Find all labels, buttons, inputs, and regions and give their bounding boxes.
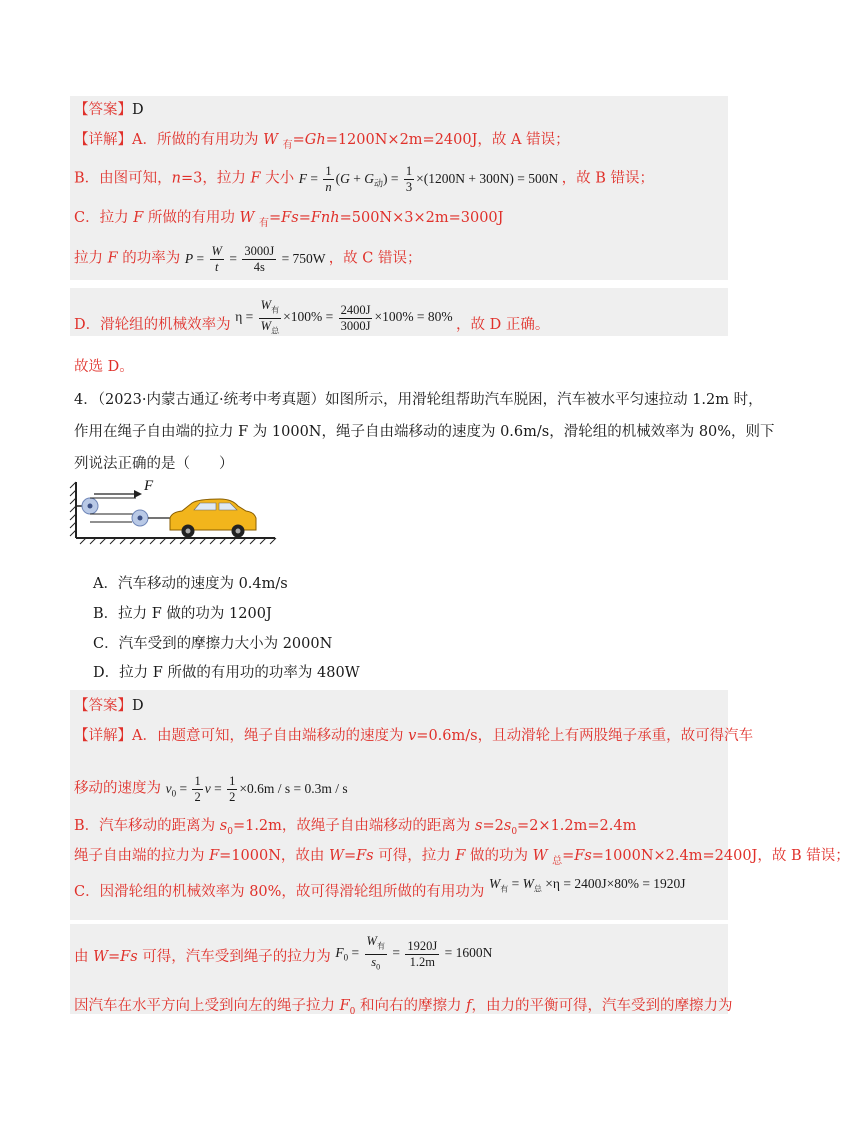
detail1-c2: 拉力 F 的功率为 P = $\frac{W}{t}$ = $\frac{3000J}{4s}$ = 750W ，故 C 错误； [74, 244, 422, 274]
option-c: C．汽车受到的摩擦力大小为 2000N [93, 636, 333, 652]
formula-c2: P = $\frac{W}{t}$ = $\frac{3000J}{4s}$ = 750W [184, 244, 329, 274]
detail1-choose: 故选 D。 [74, 359, 134, 375]
option-b: B．拉力 F 做的功为 1200J [93, 606, 272, 622]
question4-line1: 4．（2023·内蒙古通辽·统考中考真题）如图所示，用滑轮组帮助汽车脱困，汽车被水平匀速拉动 1.2m 时， [74, 392, 763, 408]
detail2-c3: 因汽车在水平方向上受到向左的绳子拉力 $F_0$ 和向右的摩擦力 f，由力的平衡可得，汽车受到的摩擦力为 [74, 998, 733, 1017]
question4-line2: 作用在绳子自由端的拉力 F 为 1000N，绳子自由端移动的速度为 0.6m/s，滑轮组的机械效率为 80%，则下 [74, 424, 775, 440]
question4-line3: 列说法正确的是（ ） [74, 456, 234, 472]
detail1-d: D．滑轮组的机械效率为 η = $\frac{W_有}{W_总}$ ×100% = $\frac{2400J}{3000J}$ ×100% = 80% ，故 D 正确。 [74, 298, 550, 335]
detail1-c: C．拉力 F 所做的有用功 W $_有$=Fs=Fnh=500N×3×2m=3000J [74, 210, 504, 229]
answer-line-1: 【答案】D [74, 102, 144, 118]
force-label: F [144, 478, 154, 494]
detail2-b2: 绳子自由端的拉力为 F=1000N，故由 W=Fs 可得，拉力 F 做的功为 W $_总$=Fs=1000N×2.4m=2400J，故 B 错误； [74, 848, 850, 867]
formula-wuseful: $W_有 = W_总 \times\eta = 2400J\times 80\% = 1920J$ [489, 876, 686, 894]
formula-b: F = $\frac{1}{n}$ $(G + G_动)$ = $\frac{1}{3}$ ×(1200N + 300N) = 500N [298, 164, 562, 194]
option-d: D．拉力 F 所做的有用功的功率为 480W [93, 665, 360, 681]
option-a: A．汽车移动的速度为 0.4m/s [93, 576, 288, 592]
detail1-b: B．由图可知，n=3，拉力 F 大小 F = $\frac{1}{n}$ $(G + G_动)$ = $\frac{1}{3}$ ×(1200N + 300N) = 500N ，故 B 错误； [74, 164, 654, 194]
detail2-a1: 【详解】A．由题意可知，绳子自由端移动的速度为 v=0.6m/s，且动滑轮上有两股绳子承重，故可得汽车 [74, 728, 754, 744]
detail2-c1: C．因滑轮组的机械效率为 80%，故可得滑轮组所做的有用功为 $W_有 = W_总 \times\eta = 2400J\times 80\% = 1920J$ [74, 876, 686, 900]
formula-d: η = $\frac{W_有}{W_总}$ ×100% = $\frac{2400J}{3000J}$ ×100% = 80% [235, 298, 457, 335]
formula-v0: $v_0$ = $\frac{1}{2}$ v = $\frac{1}{2}$ ×0.6m / s = 0.3m / s [165, 774, 348, 804]
detail2-a2: 移动的速度为 $v_0$ = $\frac{1}{2}$ v = $\frac{1}{2}$ ×0.6m / s = 0.3m / s [74, 774, 348, 804]
pulley-car-figure [70, 478, 280, 546]
detail1-a: 【详解】A．所做的有用功为 W $_有$=Gh=1200N×2m=2400J，故 A 错误； [74, 132, 570, 151]
answer-line-2: 【答案】D [74, 698, 144, 714]
detail2-c2: 由 W=Fs 可得，汽车受到绳子的拉力为 $F_0$ = $\frac{W_有}{s_0}$ = $\frac{1920J}{1.2m}$ = 1600N [74, 934, 493, 971]
detail2-b1: B．汽车移动的距离为 $s_0=1.2m$，故绳子自由端移动的距离为 $s=2s_0=2\times 1.2m=2.4m$ [74, 818, 637, 837]
formula-f0: $F_0$ = $\frac{W_有}{s_0}$ = $\frac{1920J}{1.2m}$ = 1600N [335, 934, 493, 971]
